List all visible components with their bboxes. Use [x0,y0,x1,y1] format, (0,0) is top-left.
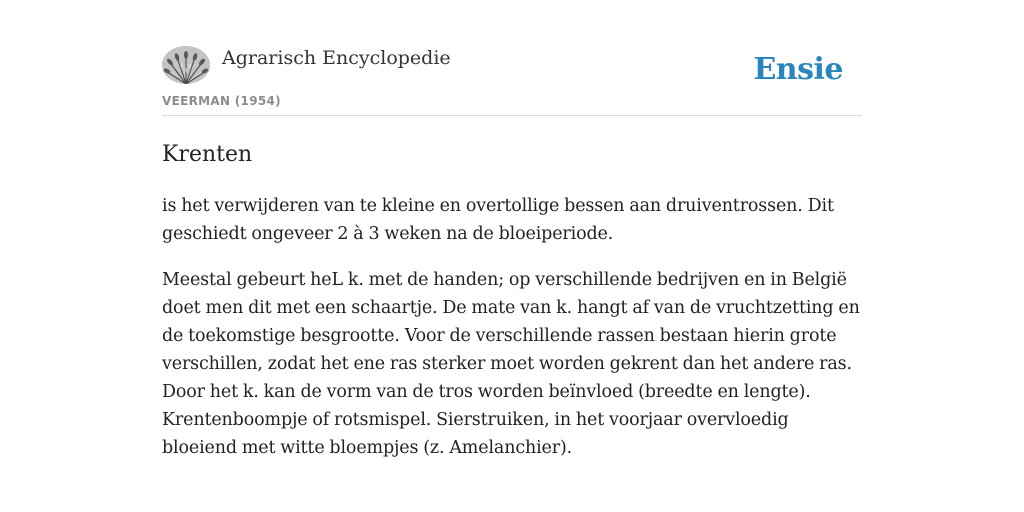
header-divider [162,115,862,116]
entry-header [162,0,862,116]
book-meta: VEERMAN (1954) [162,94,281,108]
brand-logo[interactable]: Ensie [753,52,843,87]
entry-title: Krenten [162,142,253,167]
entry-paragraph: Meestal gebeurt heL k. met de handen; op verschillende bedrijven en in België doet men dit met een schaartje. De mate van k. hangt af van de vruchtzetting en de toekomstige besgrootte. Voor de verschillende rassen bestaan hierin grote verschillen, zodat het ene ras sterker moet worden gekrent dan het andere ras. Door het k. kan de vorm van de tros worden beïnvloed (breedte en lengte). Krentenboompje of rotsmispel. Sierstruiken, in het voorjaar overvloedig bloeiend met witte bloempjes (z. Amelanchier). [162,270,860,458]
entry-paragraph: is het verwijderen van te kleine en overtollige bessen aan druiventrossen. Dit geschiedt ongeveer 2 à 3 weken na de bloeiperiode. [162,196,834,244]
book-title[interactable]: Agrarisch Encyclopedie [222,47,451,69]
entry-body [162,192,862,480]
entry-card [162,0,862,512]
wheat-sheaf-icon[interactable] [162,46,210,84]
